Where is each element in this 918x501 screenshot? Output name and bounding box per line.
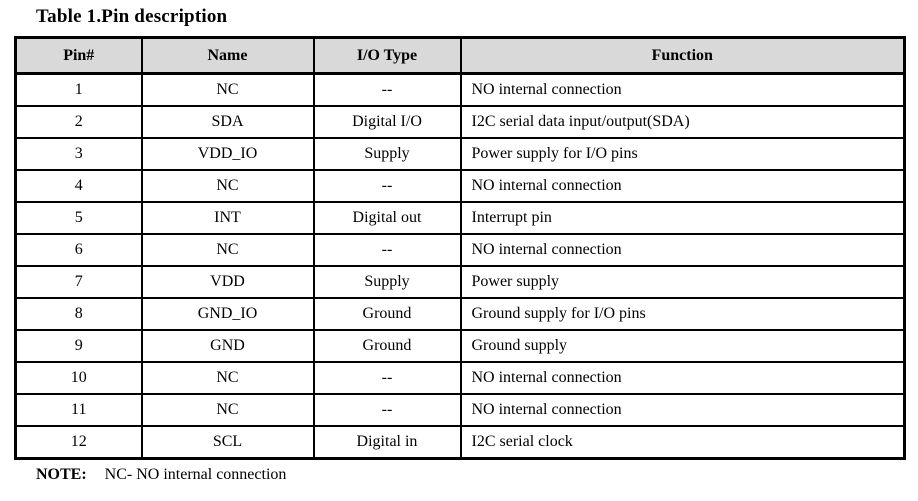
function-cell: Ground supply	[461, 330, 905, 362]
name-cell: NC	[142, 234, 314, 266]
name-cell: NC	[142, 362, 314, 394]
pin-cell: 3	[16, 138, 142, 170]
table-row	[16, 202, 905, 234]
io-type-cell: Ground	[314, 298, 461, 330]
name-cell: SCL	[142, 426, 314, 459]
function-cell: NO internal connection	[461, 362, 905, 394]
io-type-cell: Digital I/O	[314, 106, 461, 138]
pin-cell: 4	[16, 170, 142, 202]
io-type-cell: Supply	[314, 266, 461, 298]
name-cell: GND_IO	[142, 298, 314, 330]
column-header-function: Function	[461, 38, 905, 74]
table-row	[16, 170, 905, 202]
function-cell: Ground supply for I/O pins	[461, 298, 905, 330]
column-header-name: Name	[142, 38, 314, 74]
table-row	[16, 362, 905, 394]
table-row	[16, 106, 905, 138]
pin-cell: 7	[16, 266, 142, 298]
name-cell: VDD	[142, 266, 314, 298]
io-type-cell: Digital in	[314, 426, 461, 459]
function-cell: NO internal connection	[461, 170, 905, 202]
io-type-cell: --	[314, 234, 461, 266]
io-type-cell: --	[314, 170, 461, 202]
io-type-cell: Supply	[314, 138, 461, 170]
function-cell: NO internal connection	[461, 234, 905, 266]
pin-cell: 5	[16, 202, 142, 234]
table-note	[36, 466, 286, 484]
function-cell: Power supply	[461, 266, 905, 298]
table-row	[16, 426, 905, 459]
function-cell: NO internal connection	[461, 74, 905, 107]
function-cell: Power supply for I/O pins	[461, 138, 905, 170]
name-cell: INT	[142, 202, 314, 234]
note-label: NOTE:	[36, 466, 87, 483]
name-cell: NC	[142, 394, 314, 426]
pin-cell: 9	[16, 330, 142, 362]
name-cell: VDD_IO	[142, 138, 314, 170]
table-row	[16, 266, 905, 298]
pin-cell: 12	[16, 426, 142, 459]
function-cell: NO internal connection	[461, 394, 905, 426]
pin-cell: 11	[16, 394, 142, 426]
table-row	[16, 234, 905, 266]
name-cell: NC	[142, 170, 314, 202]
note-text: NC- NO internal connection	[104, 466, 287, 483]
name-cell: NC	[142, 74, 314, 107]
column-header-pin: Pin#	[16, 38, 142, 74]
table-body	[16, 74, 905, 459]
pin-description-table	[14, 36, 906, 460]
pin-cell: 8	[16, 298, 142, 330]
pin-cell: 1	[16, 74, 142, 107]
table-row	[16, 74, 905, 107]
table-row	[16, 330, 905, 362]
table-header-row	[16, 38, 905, 74]
io-type-cell: Digital out	[314, 202, 461, 234]
table-row	[16, 298, 905, 330]
io-type-cell: Ground	[314, 330, 461, 362]
pin-cell: 10	[16, 362, 142, 394]
function-cell: Interrupt pin	[461, 202, 905, 234]
table-caption: Table 1.Pin description	[36, 6, 228, 27]
pin-cell: 6	[16, 234, 142, 266]
function-cell: I2C serial clock	[461, 426, 905, 459]
table-row	[16, 394, 905, 426]
name-cell: GND	[142, 330, 314, 362]
column-header-io-type: I/O Type	[314, 38, 461, 74]
name-cell: SDA	[142, 106, 314, 138]
pin-cell: 2	[16, 106, 142, 138]
io-type-cell: --	[314, 362, 461, 394]
io-type-cell: --	[314, 394, 461, 426]
table-row	[16, 138, 905, 170]
function-cell: I2C serial data input/output(SDA)	[461, 106, 905, 138]
io-type-cell: --	[314, 74, 461, 107]
